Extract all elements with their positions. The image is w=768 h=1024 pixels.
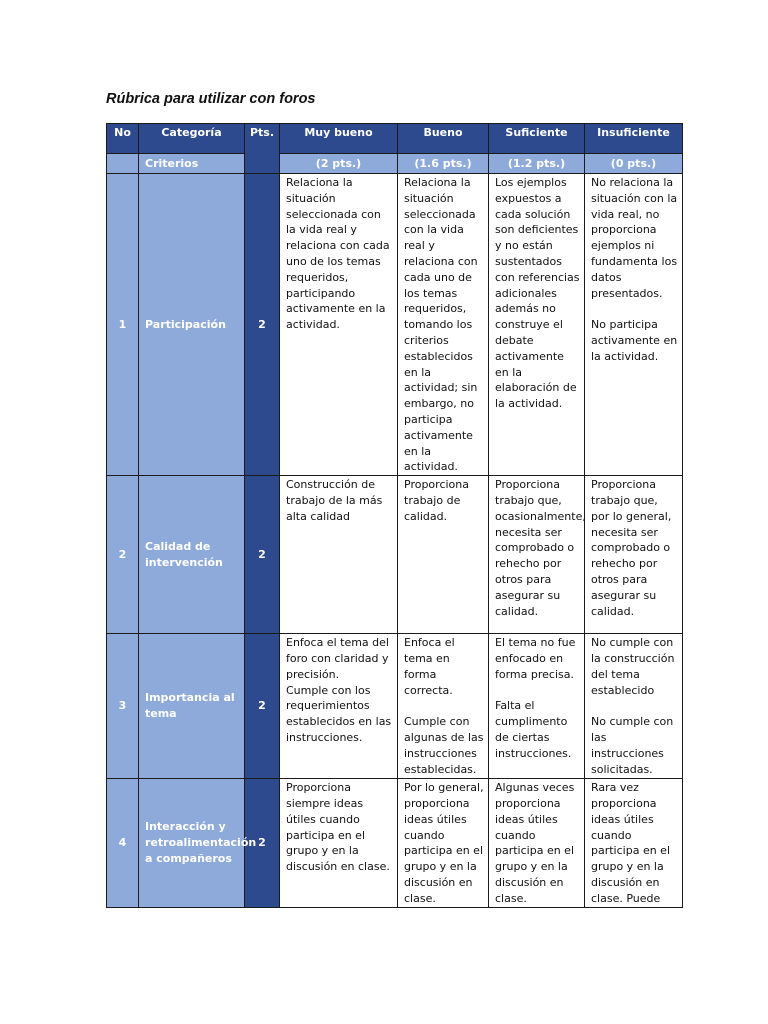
header-suficiente: Suficiente <box>489 124 585 154</box>
criterion-insuficiente <box>585 174 683 476</box>
subheader-no-blank <box>107 154 139 174</box>
rubric-row-interaccion <box>107 779 683 907</box>
row-number: 3 <box>107 634 139 779</box>
criterion-suficiente <box>489 634 585 779</box>
criterion-suficiente <box>489 174 585 476</box>
subheader-row <box>107 154 683 174</box>
criterion-text: El tema no fue enfocado en forma precisa. Falta el cumplimento de ciertas instrucciones. <box>495 636 576 760</box>
header-points: Pts. <box>245 124 280 174</box>
row-category: Participación <box>139 174 245 476</box>
criterion-text: Enfoca el tema en forma correcta. Cumple con algunas de las instrucciones establecidas. <box>404 636 484 776</box>
row-number: 4 <box>107 779 139 907</box>
header-no: No <box>107 124 139 154</box>
row-points: 2 <box>245 779 280 907</box>
criterion-text: Proporciona siempre ideas útiles cuando participa en el grupo y en la discusión en clase. <box>286 781 390 874</box>
row-points: 2 <box>245 476 280 634</box>
score-suficiente: (1.2 pts.) <box>489 154 585 174</box>
score-muy-bueno: (2 pts.) <box>280 154 398 174</box>
row-category: Interacción y retroalimentación a compañeros <box>139 779 245 907</box>
rubric-row-importancia <box>107 634 683 779</box>
criterion-text: Proporciona trabajo que, por lo general, necesita ser comprobado o rehecho por otros para asegurar su calidad. <box>591 478 672 618</box>
score-insuficiente: (0 pts.) <box>585 154 683 174</box>
header-insuficiente: Insuficiente <box>585 124 683 154</box>
criterion-text: Proporciona trabajo de calidad. <box>404 478 469 523</box>
row-number: 2 <box>107 476 139 634</box>
criterion-text: Proporciona trabajo que, ocasionalmente, necesita ser comprobado o rehecho por otros para asegurar su calidad. <box>495 478 586 618</box>
criterion-suficiente <box>489 779 585 907</box>
criterion-bueno <box>398 634 489 779</box>
header-category: Categoría <box>139 124 245 154</box>
criterion-muy-bueno <box>280 634 398 779</box>
criterion-text: Construcción de trabajo de la más alta calidad <box>286 478 383 523</box>
criterion-suficiente <box>489 476 585 634</box>
criterion-text: No relaciona la situación con la vida real, no proporciona ejemplos ni fundamenta los datos presentados. No participa activamente en la actividad. <box>591 176 678 363</box>
rubric-row-calidad <box>107 476 683 634</box>
criterion-text: Relaciona la situación seleccionada con la vida real y relaciona con cada uno de los temas requeridos, participando activamente en la actividad. <box>286 176 390 332</box>
score-bueno: (1.6 pts.) <box>398 154 489 174</box>
criterion-text: Enfoca el tema del foro con claridad y precisión. Cumple con los requerimientos establecidos en las instrucciones. <box>286 636 392 744</box>
criterion-bueno <box>398 476 489 634</box>
rubric-row-participacion <box>107 174 683 476</box>
row-points: 2 <box>245 174 280 476</box>
header-bueno: Bueno <box>398 124 489 154</box>
criterion-bueno <box>398 779 489 907</box>
document-title: Rúbrica para utilizar con foros <box>106 91 316 107</box>
subheader-criterios: Criterios <box>139 154 245 174</box>
header-row <box>107 124 683 154</box>
row-category: Calidad de intervención <box>139 476 245 634</box>
criterion-insuficiente <box>585 476 683 634</box>
criterion-text: No cumple con la construcción del tema establecido No cumple con las instrucciones solicitadas. <box>591 636 675 776</box>
criterion-insuficiente <box>585 779 683 907</box>
rubric-table <box>106 123 683 908</box>
criterion-muy-bueno <box>280 779 398 907</box>
row-category: Importancia al tema <box>139 634 245 779</box>
criterion-insuficiente <box>585 634 683 779</box>
criterion-bueno <box>398 174 489 476</box>
criterion-text: Rara vez proporciona ideas útiles cuando participa en el grupo y en la discusión en clase. Puede <box>591 781 670 905</box>
criterion-text: Algunas veces proporciona ideas útiles cuando participa en el grupo y en la discusión en clase. <box>495 781 575 905</box>
header-muy-bueno: Muy bueno <box>280 124 398 154</box>
row-number: 1 <box>107 174 139 476</box>
criterion-text: Los ejemplos expuestos a cada solución son deficientes y no están sustentados con referencias adicionales además no construye el debate activamente en la elaboración de la actividad. <box>495 176 580 411</box>
criterion-text: Relaciona la situación seleccionada con la vida real y relaciona con cada uno de los temas requeridos, tomando los criterios establecidos en la actividad; sin embargo, no participa activamente en la actividad. <box>404 176 478 474</box>
criterion-muy-bueno <box>280 174 398 476</box>
criterion-muy-bueno <box>280 476 398 634</box>
criterion-text: Por lo general, proporciona ideas útiles cuando participa en el grupo y en la discusión en clase. <box>404 781 484 905</box>
row-points: 2 <box>245 634 280 779</box>
